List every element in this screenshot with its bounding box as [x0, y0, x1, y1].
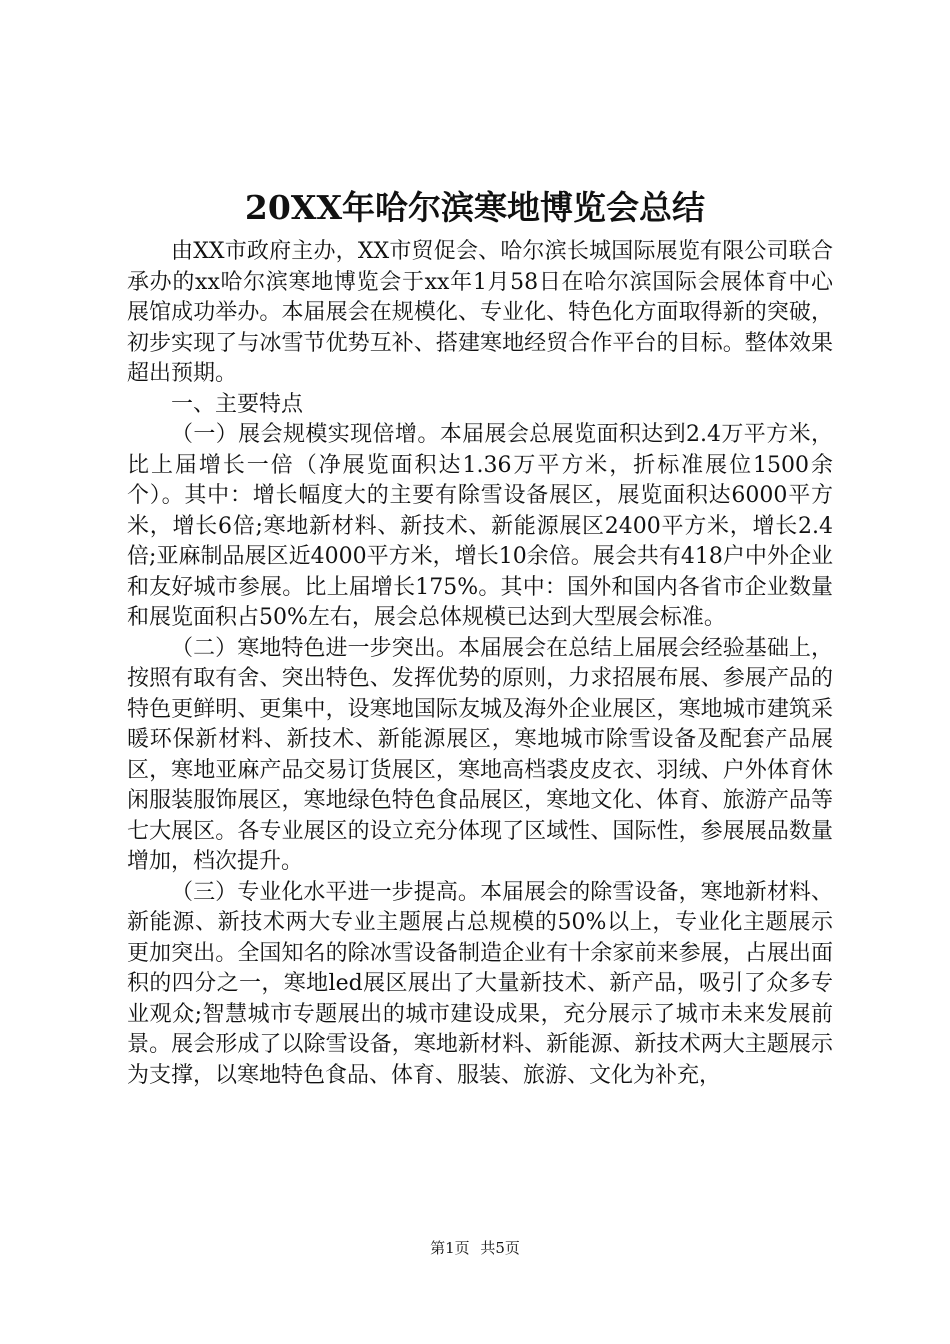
paragraph-specialization: （三）专业化水平进一步提高。本届展会的除雪设备，寒地新材料、新能源、新技术两大专业主题展占总规模的50%以上，专业化主题展示更加突出。全国知名的除冰雪设备制造企业有十余家前来参展，占展出面积的四分之一，寒地led展区展出了大量新技术、新产品，吸引了众多专业观众;智慧城市专题展出的城市建设成果，充分展示了城市未来发展前景。展会形成了以除雪设备，寒地新材料、新能源、新技术两大主题展示为支撑，以寒地特色食品、体育、服装、旅游、文化为补充， [127, 879, 833, 1088]
paragraph-scale: （一）展会规模实现倍增。本届展会总展览面积达到2.4万平方米，比上届增长一倍（净展览面积达1.36万平方米，折标准展位1500余个）。其中：增长幅度大的主要有除雪设备展区，展览面积达6000平方米，增长6倍;寒地新材料、新技术、新能源展区2400平方米，增长2.4倍;亚麻制品展区近4000平方米，增长10余倍。展会共有418户中外企业和友好城市参展。比上届增长175%。其中：国外和国内各省市企业数量和展览面积占50%左右，展会总体规模已达到大型展会标准。 [127, 422, 833, 630]
page-number: 第1页 [430, 1239, 470, 1257]
paragraph-features: （二）寒地特色进一步突出。本届展会在总结上届展会经验基础上，按照有取有舍、突出特色、发挥优势的原则，力求招展布展、参展产品的特色更鲜明、更集中，设寒地国际友城及海外企业展区，寒地城市建筑采暖环保新材料、新技术、新能源展区，寒地城市除雪设备及配套产品展区，寒地亚麻产品交易订货展区，寒地高档裘皮皮衣、羽绒、户外体育休闲服装服饰展区，寒地绿色特色食品展区，寒地文化、体育、旅游产品等七大展区。各专业展区的设立充分体现了区域性、国际性，参展展品数量增加，档次提升。 [127, 635, 833, 874]
intro-paragraph: 由XX市政府主办，XX市贸促会、哈尔滨长城国际展览有限公司联合承办的xx哈尔滨寒地博览会于xx年1月58日在哈尔滨国际会展体育中心展馆成功举办。本届展会在规模化、专业化、特色化方面取得新的突破，初步实现了与冰雪节优势互补、搭建寒地经贸合作平台的目标。整体效果超出预期。 [127, 239, 833, 386]
page-total: 共5页 [480, 1239, 520, 1257]
document-title: 20XX年哈尔滨寒地博览会总结 [244, 188, 706, 227]
page-footer [0, 1238, 950, 1258]
document-body [127, 237, 833, 1091]
section-heading: 一、主要特点 [171, 391, 304, 417]
